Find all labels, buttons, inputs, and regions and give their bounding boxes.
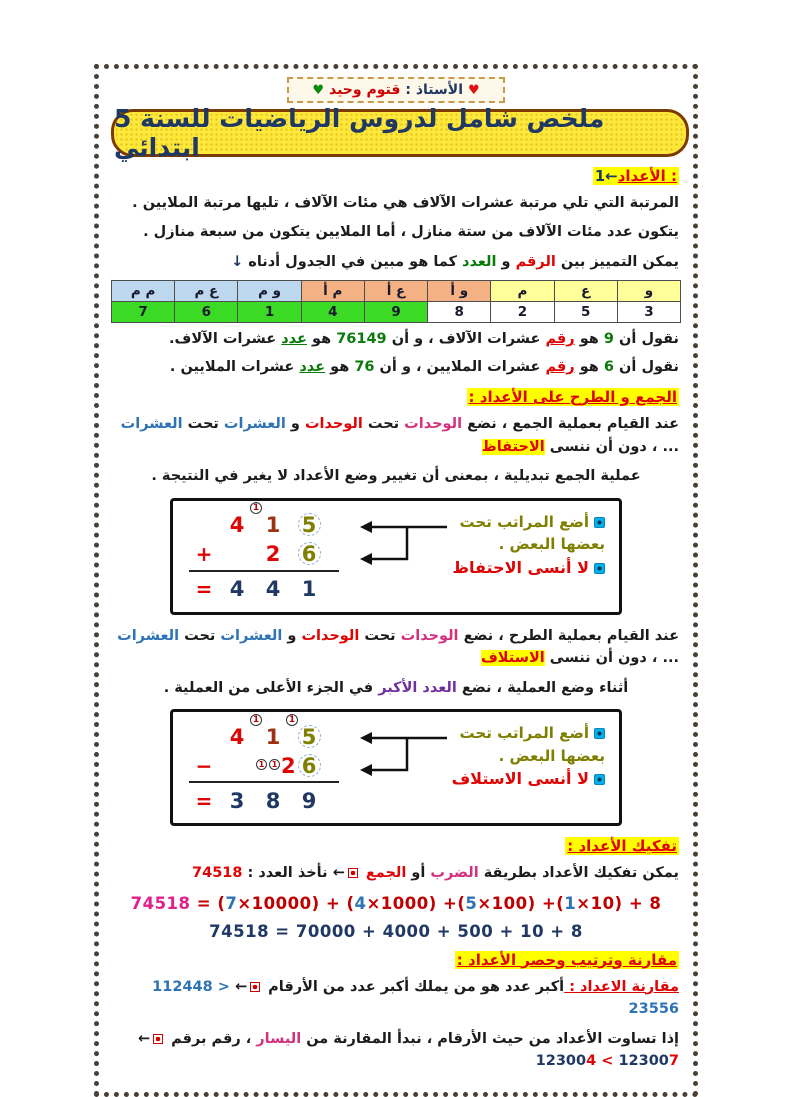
note-place-ranks: [449, 511, 605, 556]
page-frame: [94, 64, 698, 1097]
place-value-digit-cell: 5: [554, 302, 617, 323]
text-segment: هو: [574, 358, 604, 375]
subtraction-result-row: [189, 786, 357, 815]
text-segment: ×100) +(: [477, 893, 565, 913]
text-segment: تحت: [179, 627, 221, 644]
text-segment: 1: [301, 577, 317, 602]
text-segment: 1 1: [255, 513, 291, 537]
place-value-header-cell: ع أ: [364, 281, 427, 302]
place-value-header-cell: م م: [112, 281, 175, 302]
text-segment: اليسار: [256, 1030, 302, 1047]
text-segment: العشرات: [220, 627, 283, 644]
text-segment: الاستلاف: [480, 650, 545, 667]
text-segment: العشرات: [120, 416, 183, 433]
text-segment: و: [282, 627, 302, 644]
place-value-header-cell: ع م: [175, 281, 238, 302]
cyan-square-bullet-icon: [594, 563, 605, 574]
equation-additive: [111, 922, 681, 941]
text-segment: تحت: [182, 416, 224, 433]
text-segment: 1 1: [255, 725, 291, 749]
text-segment: ... ، دون أن ننسى: [544, 650, 679, 667]
red-square-icon: [153, 1034, 163, 1044]
text-segment: أثناء وضع العملية ، نضع: [456, 679, 629, 696]
text-segment: 74518: [192, 865, 243, 882]
text-segment: و: [496, 253, 516, 270]
heart-icon: ♥: [312, 82, 324, 98]
paragraph-digit-count: يتكون عدد مئات الآلاف من ستة منازل ، أما الملايين يتكون من سبعة منازل .: [143, 224, 679, 241]
addition-notes: [449, 509, 609, 604]
text-segment: 74518: [130, 893, 191, 913]
place-value-header-cell: و م: [238, 281, 301, 302]
text-segment: 4: [354, 893, 367, 913]
line-digit-6: [113, 356, 679, 378]
subtraction-box: [170, 709, 622, 826]
teacher-label: الأستاذ :: [405, 82, 464, 98]
text-segment: 6: [291, 754, 327, 778]
teacher-name: قتوم وحيد: [329, 82, 401, 98]
addsub-heading: الجمع و الطرح على الأعداد :: [468, 388, 677, 407]
text-segment: الوحدات: [304, 416, 363, 433]
text-segment: ←: [327, 865, 345, 882]
cyan-square-bullet-icon: [594, 517, 605, 528]
place-arrows-icon: [357, 726, 449, 790]
text-segment: يمكن التمييز بين: [555, 253, 679, 270]
place-arrows-icon: [357, 515, 449, 579]
text-segment: <: [596, 1053, 619, 1070]
text-segment: عدد: [299, 358, 326, 375]
place-value-table: [111, 280, 681, 323]
text-segment: 1 5: [291, 725, 327, 749]
text-segment: عند القيام بعملية الطرح ، نضع: [458, 627, 679, 644]
text-segment: ×10) + 8: [576, 893, 662, 913]
red-square-icon: [250, 982, 260, 992]
place-value-digit-cell: 1: [238, 302, 301, 323]
text-segment: العشرات: [223, 416, 286, 433]
note-place-ranks: [449, 722, 605, 767]
text-segment: ×10000) + (: [237, 893, 355, 913]
text-segment: ×1000) +(: [366, 893, 466, 913]
place-value-digit-cell: 7: [112, 302, 175, 323]
addition-row-bottom: [189, 540, 357, 569]
subtraction-notes: [449, 720, 609, 815]
text-segment: رقم: [545, 358, 575, 375]
text-segment: 1: [564, 893, 577, 913]
text-segment: 7: [225, 893, 238, 913]
text-segment: رقم: [545, 331, 575, 348]
subtraction-row-top: [189, 714, 357, 751]
text-segment: 7: [668, 1053, 679, 1070]
text-segment: تحت: [359, 627, 401, 644]
text-segment: ←: [137, 1030, 151, 1047]
text-segment: العشرات: [117, 627, 180, 644]
paragraph-compare-rule2: [113, 1028, 679, 1073]
text-segment: العدد الأكبر: [378, 679, 457, 696]
compare-heading-line: [113, 950, 679, 969]
place-value-digit-cell: 3: [617, 302, 680, 323]
text-segment: هو: [574, 331, 604, 348]
text-segment: نقول أن: [614, 358, 679, 375]
red-square-icon: [348, 868, 358, 878]
text-segment: 76149: [336, 331, 387, 348]
text-segment: 1←: [594, 167, 618, 185]
decompose-heading: تفكيك الأعداد :: [567, 837, 677, 856]
place-value-digit-cell: 4: [301, 302, 364, 323]
text-segment: عند القيام بعملية الجمع ، نضع: [462, 416, 679, 433]
text-segment: إذا تساوت الأعداد من حيث الأرقام ، نبدأ المقارنة من: [301, 1030, 679, 1047]
paragraph-addition-rule: [113, 413, 679, 458]
place-value-digit-cell: 9: [364, 302, 427, 323]
text-segment: عشرات الملايين ، و أن: [374, 358, 546, 375]
place-value-digit-cell: 2: [491, 302, 554, 323]
line-digit-9: [113, 328, 679, 350]
text-segment: نقول أن: [614, 331, 679, 348]
paragraph-digit-vs-number: [113, 251, 679, 273]
decompose-heading-line: [113, 836, 679, 855]
text-segment: 1 1 2: [255, 754, 291, 778]
text-segment: [536, 1053, 679, 1069]
place-value-digit-cell: 8: [428, 302, 491, 323]
subtraction-row-bottom: [189, 751, 357, 780]
equation-multiplicative: [111, 894, 681, 913]
text-segment: ↓: [231, 253, 244, 270]
page-title: ملخص شامل لدروس الرياضيات للسنة 5 ابتدائي: [111, 109, 689, 157]
paragraph-compare-rule1: [113, 976, 679, 1021]
text-segment: تحت: [362, 416, 405, 433]
text-segment: الوحدات: [404, 416, 463, 433]
text-segment: عشرات الملايين .: [169, 358, 300, 375]
text-segment: 6: [603, 358, 614, 375]
place-value-header-cell: و أ: [428, 281, 491, 302]
text-segment: 76: [354, 358, 375, 375]
heart-icon: ♥: [468, 82, 480, 98]
text-segment: 5: [291, 513, 327, 537]
numbers-heading: [593, 167, 679, 185]
text-segment: أو: [406, 865, 431, 882]
text-segment: نأخذ العدد :: [242, 865, 328, 882]
operation-rule-line: [189, 781, 339, 783]
text-segment: 4: [229, 577, 245, 602]
text-segment: الجمع: [365, 865, 407, 882]
text-segment: ... ، دون أن ننسى: [544, 438, 679, 455]
text-segment: 12300: [618, 1053, 669, 1070]
text-segment: هو: [306, 331, 337, 348]
paragraph-decompose-intro: [113, 862, 679, 884]
text-segment: الضرب: [430, 865, 479, 882]
text-segment: في الجزء الأعلى من العملية .: [163, 679, 379, 696]
text-segment: =: [195, 788, 213, 813]
text-segment: عشرات الآلاف.: [168, 331, 282, 348]
text-segment: 74518 = 70000 + 4000 + 500 + 10 + 8: [209, 921, 583, 941]
text-segment: 12300: [535, 1053, 587, 1070]
place-value-header-cell: م: [491, 281, 554, 302]
text-segment: 4: [229, 724, 245, 749]
text-segment: 5: [465, 893, 478, 913]
paragraph-subtraction-rule: [113, 625, 679, 670]
text-segment: يمكن تفكيك الأعداد بطريقة: [478, 865, 679, 882]
text-segment: 9: [603, 331, 614, 348]
text-segment: عدد: [281, 331, 307, 348]
compare-heading: مقارنة وترتيب وحصر الأعداد :: [456, 950, 677, 969]
text-segment: 112448 > 23556: [152, 978, 679, 1018]
text-segment: 4: [586, 1053, 597, 1070]
note-place-ranks-text: أضع المراتب تحت بعضها البعض .: [459, 724, 605, 765]
teacher-badge: [287, 77, 505, 103]
place-value-digit-cell: 6: [175, 302, 238, 323]
text-segment: العدد: [462, 253, 497, 270]
text-segment: الوحدات: [400, 627, 459, 644]
text-segment: −: [195, 753, 213, 778]
note-dont-forget-carry-text: لا أنسى الاحتفاظ: [452, 557, 589, 577]
note-place-ranks-text: أضع المراتب تحت بعضها البعض .: [459, 512, 605, 554]
text-segment: 3: [229, 788, 245, 813]
place-value-header-cell: ع: [554, 281, 617, 302]
numbers-heading-line: [113, 166, 679, 185]
note-dont-forget-borrow: [449, 767, 605, 791]
text-segment: الوحدات: [301, 627, 360, 644]
text-segment: كما هو مبين في الجدول أدناه: [243, 253, 463, 270]
place-value-header-cell: و: [617, 281, 680, 302]
paragraph-subtraction-bigger-on-top: [113, 677, 679, 699]
text-segment: = (: [190, 893, 226, 913]
text-segment: 8: [265, 788, 281, 813]
text-segment: مقارنة الاعداد :: [564, 978, 679, 995]
text-segment: الأعداد :: [617, 167, 677, 185]
addsub-heading-line: [113, 387, 679, 406]
cyan-square-bullet-icon: [594, 728, 605, 739]
operation-rule-line: [189, 570, 339, 572]
text-segment: ، رقم برقم: [166, 1030, 257, 1047]
text-segment: =: [195, 577, 213, 602]
addition-row-top: [189, 503, 357, 540]
text-segment: هو: [325, 358, 355, 375]
addition-operation: [189, 503, 357, 604]
text-segment: 4: [229, 513, 245, 538]
text-segment: و: [285, 416, 305, 433]
paragraph-addition-commutative: عملية الجمع تبديلية ، بمعنى أن تغيير وضع الأعداد لا يغير في النتيجة .: [151, 468, 641, 485]
text-segment: 4: [265, 577, 281, 602]
text-segment: ←: [229, 978, 248, 995]
text-segment: الاحتفاظ: [481, 438, 545, 455]
text-segment: 6: [291, 542, 327, 566]
paragraph-place-rank: المرتبة التي تلي مرتبة عشرات الآلاف هي مئات الآلاف ، تليها مرتبة الملايين .: [132, 195, 679, 211]
note-dont-forget-borrow-text: لا أنسى الاستلاف: [451, 769, 589, 789]
cyan-square-bullet-icon: [594, 774, 605, 785]
text-segment: 2: [265, 542, 281, 567]
note-dont-forget-carry: [449, 556, 605, 580]
text-segment: الرقم: [515, 253, 556, 270]
addition-box: [170, 498, 622, 615]
subtraction-operation: [189, 714, 357, 815]
text-segment: 9: [301, 788, 317, 813]
text-segment: عشرات الآلاف ، و أن: [386, 331, 546, 348]
text-segment: +: [195, 542, 213, 567]
place-value-header-cell: م أ: [301, 281, 364, 302]
text-segment: أكبر عدد هو من يملك أكبر عدد من الأرقام: [263, 978, 565, 995]
addition-result-row: [189, 575, 357, 604]
